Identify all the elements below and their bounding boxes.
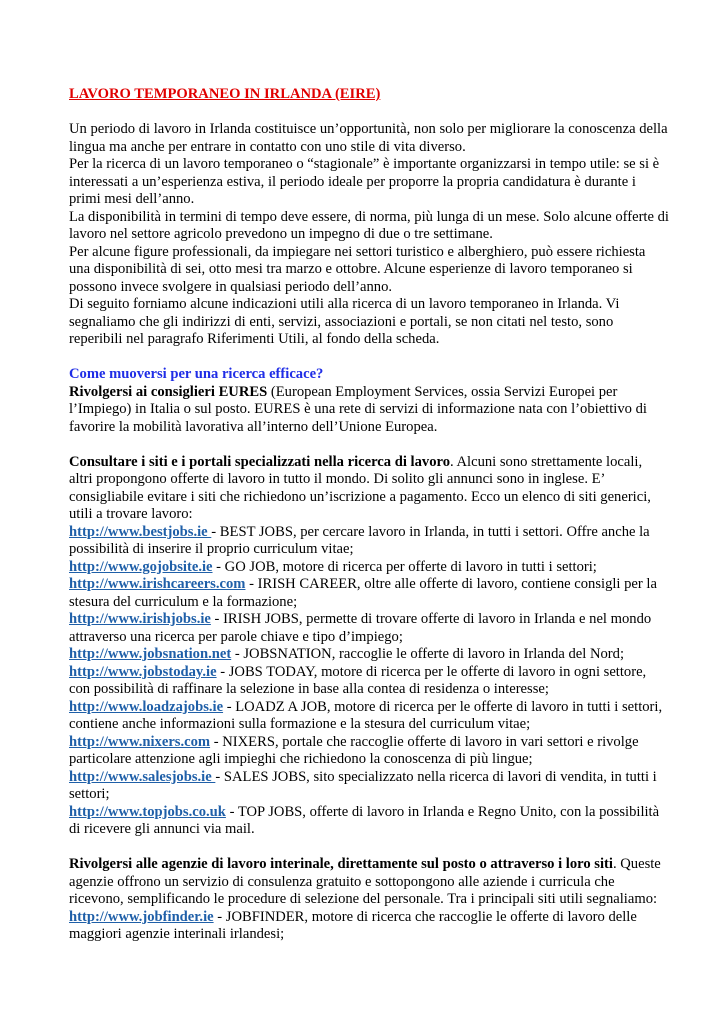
link-description: - TOP JOBS, offerte di lavoro in Irlanda e Regno Unito, con la possibilità di ricevere gli annunci via mail. xyxy=(69,803,660,837)
link-description: - JOBFINDER, motore di ricerca che raccoglie le offerte di lavoro delle maggiori agenzie interinali irlandesi; xyxy=(69,908,637,942)
intro-paragraph: Per la ricerca di un lavoro temporaneo o “stagionale” è importante organizzarsi in tempo utile: se si è interessati a un’esperienza estiva, il periodo ideale per proporre la propria candidatura è durante i primi mesi dell’anno. xyxy=(69,156,660,207)
list-item xyxy=(69,699,669,734)
link-salesjobs[interactable]: http://www.salesjobs.ie xyxy=(69,768,216,785)
list-item xyxy=(69,769,669,804)
link-description: - LOADZ A JOB, motore di ricerca per le offerte di lavoro in tutti i settori, contiene anche informazioni sulla formazione e la stesura del curriculum vitae; xyxy=(69,698,663,732)
link-description: - SALES JOBS, sito specializzato nella ricerca di lavori di vendita, in tutti i settori; xyxy=(69,768,657,802)
section-heading: Come muoversi per una ricerca efficace? xyxy=(69,366,324,382)
list-item xyxy=(69,734,669,769)
link-jobstoday[interactable]: http://www.jobstoday.ie xyxy=(69,663,217,680)
eures-paragraph xyxy=(69,384,669,437)
link-description: - JOBSNATION, raccoglie le offerte di lavoro in Irlanda del Nord; xyxy=(231,646,625,662)
link-nixers[interactable]: http://www.nixers.com xyxy=(69,733,211,750)
list-item xyxy=(69,804,669,839)
eures-text: (European Employment Services, ossia Servizi Europei per l’Impiego) in Italia o sul posto. EURES è una rete di servizi di informazione nata con l’obiettivo di favorire la mobilità lavorativa all’interno dell’Unione Europea. xyxy=(69,383,647,435)
intro-paragraph: Di seguito forniamo alcune indicazioni utili alla ricerca di un lavoro temporaneo in Irlanda. Vi segnaliamo che gli indirizzi di enti, servizi, associazioni e portali, se non citati nel testo, sono reperibili nel paragrafo Riferimenti Utili, al fondo della scheda. xyxy=(69,296,620,347)
link-gojobsite[interactable]: http://www.gojobsite.ie xyxy=(69,558,213,575)
list-item xyxy=(69,559,669,577)
list-item xyxy=(69,524,669,559)
portals-text: . Alcuni sono strettamente locali, altri propongono offerte di lavoro in tutto il mondo. Di solito gli annunci sono in inglese. E’ consigliabile evitare i siti che richiedono un’iscrizione a pagamento. Ecco un elenco di siti generici, utili a trovare lavoro: xyxy=(69,453,651,522)
spacer xyxy=(69,349,669,367)
document-title: LAVORO TEMPORANEO IN IRLANDA (EIRE) xyxy=(69,86,381,102)
list-item xyxy=(69,909,669,944)
agencies-text: . Queste agenzie offrono un servizio di consulenza gratuito e sottopongono alle aziende i curricula che ricevono, semplificando le procedure di selezione del personale. Tra i principali siti utili segnaliamo: xyxy=(69,856,661,907)
intro-paragraph: Per alcune figure professionali, da impiegare nei settori turistico e alberghiero, può essere richiesta una disponibilità di sei, otto mesi tra marzo e ottobre. Alcune esperienze di lavoro temporaneo si possono invece svolgere in qualsiasi periodo dell’anno. xyxy=(69,243,646,295)
portals-paragraph xyxy=(69,454,669,524)
link-jobfinder[interactable]: http://www.jobfinder.ie xyxy=(69,908,214,925)
eures-bold-lead: Rivolgersi ai consiglieri EURES xyxy=(69,383,268,400)
list-item xyxy=(69,646,669,664)
link-topjobs[interactable]: http://www.topjobs.co.uk xyxy=(69,803,226,820)
intro-paragraph: Un periodo di lavoro in Irlanda costituisce un’opportunità, non solo per migliorare la conoscenza della lingua ma anche per entrare in contatto con uno stile di vita diverso. xyxy=(69,121,668,155)
link-description: - NIXERS, portale che raccoglie offerte di lavoro in vari settori e rivolge particolare attenzione agli impieghi che richiedono la conoscenza di più lingue; xyxy=(69,733,639,767)
agencies-paragraph xyxy=(69,856,669,909)
spacer xyxy=(69,103,669,121)
portal-links-list xyxy=(69,524,669,839)
link-description: - IRISH JOBS, permette di trovare offerte di lavoro in Irlanda e nel mondo attraverso una ricerca per parole chiave e tipo d’impiego; xyxy=(69,611,652,645)
link-bestjobs[interactable]: http://www.bestjobs.ie xyxy=(69,523,212,540)
link-loadzajobs[interactable]: http://www.loadzajobs.ie xyxy=(69,698,224,715)
list-item xyxy=(69,611,669,646)
link-description: - BEST JOBS, per cercare lavoro in Irlanda, in tutti i settori. Offre anche la possibilità di inserire il proprio curriculum vitae; xyxy=(69,523,650,557)
link-description: - IRISH CAREER, oltre alle offerte di lavoro, contiene consigli per la stesura del curriculum e la formazione; xyxy=(69,576,657,610)
list-item xyxy=(69,664,669,699)
spacer xyxy=(69,839,669,857)
intro-paragraph: La disponibilità in termini di tempo deve essere, di norma, più lunga di un mese. Solo alcune offerte di lavoro nel settore agricolo prevedono un impegno di due o tre settimane. xyxy=(69,208,669,242)
intro-section xyxy=(69,121,669,349)
link-irishjobs[interactable]: http://www.irishjobs.ie xyxy=(69,611,211,627)
spacer xyxy=(69,436,669,454)
portals-bold-lead: Consultare i siti e i portali specializzati nella ricerca di lavoro xyxy=(69,453,451,470)
agencies-bold-lead: Rivolgersi alle agenzie di lavoro interinale, direttamente sul posto o attraverso i loro siti xyxy=(69,856,613,872)
link-description: - GO JOB, motore di ricerca per offerte di lavoro in tutti i settori; xyxy=(212,558,597,575)
list-item xyxy=(69,576,669,611)
link-description: - JOBS TODAY, motore di ricerca per le offerte di lavoro in ogni settore, con possibilità di raffinare la selezione in base alla contea di residenza o interesse; xyxy=(69,663,647,697)
link-irishcareers[interactable]: http://www.irishcareers.com xyxy=(69,576,246,592)
link-jobsnation[interactable]: http://www.jobsnation.net xyxy=(69,646,232,662)
